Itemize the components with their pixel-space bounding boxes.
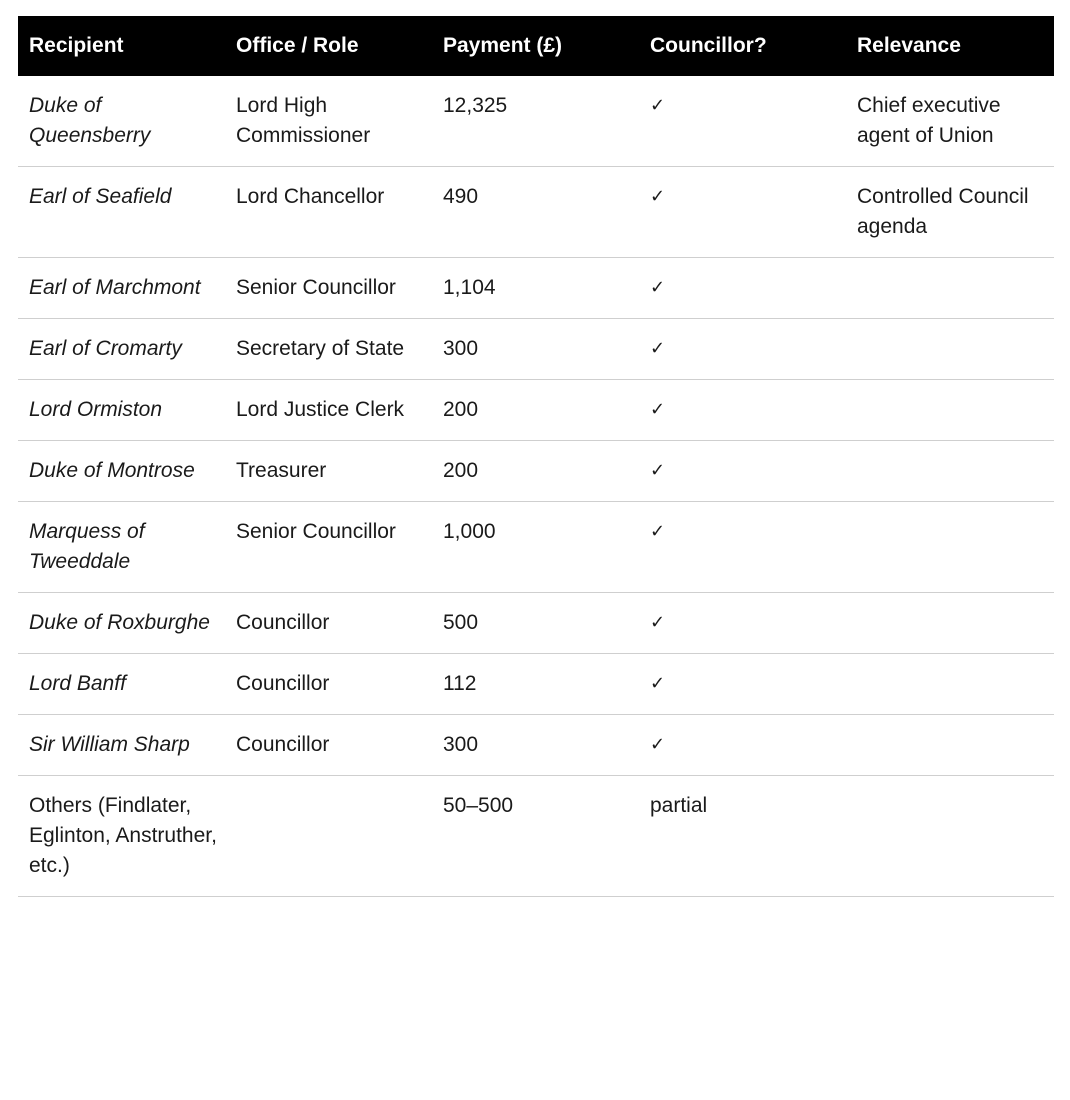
office-cell: Senior Councillor xyxy=(236,276,396,299)
office-cell: Treasurer xyxy=(236,459,327,482)
table-row xyxy=(18,167,1054,258)
table-row xyxy=(18,593,1054,654)
table-row xyxy=(18,380,1054,441)
payments-table xyxy=(18,16,1054,897)
column-header-recipient: Recipient xyxy=(29,34,124,57)
office-cell: Councillor xyxy=(236,611,330,634)
office-cell: Councillor xyxy=(236,672,330,695)
table-row xyxy=(18,654,1054,715)
payment-cell: 300 xyxy=(443,733,479,756)
payment-cell: 1,104 xyxy=(443,276,496,299)
councillor-check-icon: ✓ xyxy=(650,186,666,207)
office-cell: Lord High Commissioner xyxy=(236,94,371,147)
column-header-payment: Payment (£) xyxy=(443,34,563,57)
councillor-check-icon: ✓ xyxy=(650,277,666,298)
payment-cell: 1,000 xyxy=(443,520,496,543)
relevance-cell: Controlled Council agenda xyxy=(857,185,1029,238)
relevance-cell xyxy=(846,258,1054,318)
payment-cell: 490 xyxy=(443,185,479,208)
relevance-cell xyxy=(846,715,1054,775)
office-cell: Secretary of State xyxy=(236,337,405,360)
relevance-cell xyxy=(846,380,1054,440)
payment-cell: 112 xyxy=(443,672,477,695)
recipient-cell: Earl of Cromarty xyxy=(29,337,182,360)
office-cell: Senior Councillor xyxy=(236,520,396,543)
table-row xyxy=(18,319,1054,380)
recipient-cell: Duke of Roxburghe xyxy=(29,611,210,634)
recipient-cell: Duke of Queensberry xyxy=(29,94,151,147)
relevance-cell xyxy=(846,654,1054,714)
payment-cell: 500 xyxy=(443,611,479,634)
councillor-check-icon: ✓ xyxy=(650,734,666,755)
councillor-check-icon: ✓ xyxy=(650,521,666,542)
recipient-cell: Sir William Sharp xyxy=(29,733,190,756)
recipient-cell: Earl of Seafield xyxy=(29,185,172,208)
relevance-cell xyxy=(846,441,1054,501)
recipient-cell: Others (Findlater, Eglinton, Anstruther, etc.) xyxy=(29,794,217,877)
office-cell xyxy=(225,776,432,896)
councillor-check-icon: ✓ xyxy=(650,95,666,116)
payment-cell: 200 xyxy=(443,398,479,421)
relevance-cell xyxy=(846,593,1054,653)
councillor-check-icon: ✓ xyxy=(650,612,666,633)
table-row xyxy=(18,776,1054,897)
column-header-relevance: Relevance xyxy=(857,34,961,57)
councillor-check-icon: ✓ xyxy=(650,460,666,481)
column-header-councillor: Councillor? xyxy=(650,34,767,57)
table-row xyxy=(18,76,1054,167)
relevance-cell xyxy=(846,502,1054,592)
relevance-cell: Chief executive agent of Union xyxy=(857,94,1001,147)
payment-cell: 300 xyxy=(443,337,479,360)
recipient-cell: Duke of Montrose xyxy=(29,459,195,482)
relevance-cell xyxy=(846,776,1054,896)
recipient-cell: Earl of Marchmont xyxy=(29,276,201,299)
table-row xyxy=(18,258,1054,319)
office-cell: Councillor xyxy=(236,733,330,756)
recipient-cell: Lord Ormiston xyxy=(29,398,163,421)
payment-cell: 200 xyxy=(443,459,479,482)
table-row xyxy=(18,441,1054,502)
relevance-cell xyxy=(846,319,1054,379)
table-header-row xyxy=(18,16,1054,76)
office-cell: Lord Chancellor xyxy=(236,185,385,208)
column-header-office: Office / Role xyxy=(236,34,359,57)
table-row xyxy=(18,502,1054,593)
councillor-check-icon: ✓ xyxy=(650,399,666,420)
councillor-check-icon: ✓ xyxy=(650,338,666,359)
recipient-cell: Lord Banff xyxy=(29,672,126,695)
councillor-status-cell: partial xyxy=(650,794,708,817)
recipient-cell: Marquess of Tweeddale xyxy=(29,520,145,573)
table-row xyxy=(18,715,1054,776)
payment-cell: 50–500 xyxy=(443,794,514,817)
payment-cell: 12,325 xyxy=(443,94,508,117)
councillor-check-icon: ✓ xyxy=(650,673,666,694)
office-cell: Lord Justice Clerk xyxy=(236,398,405,421)
